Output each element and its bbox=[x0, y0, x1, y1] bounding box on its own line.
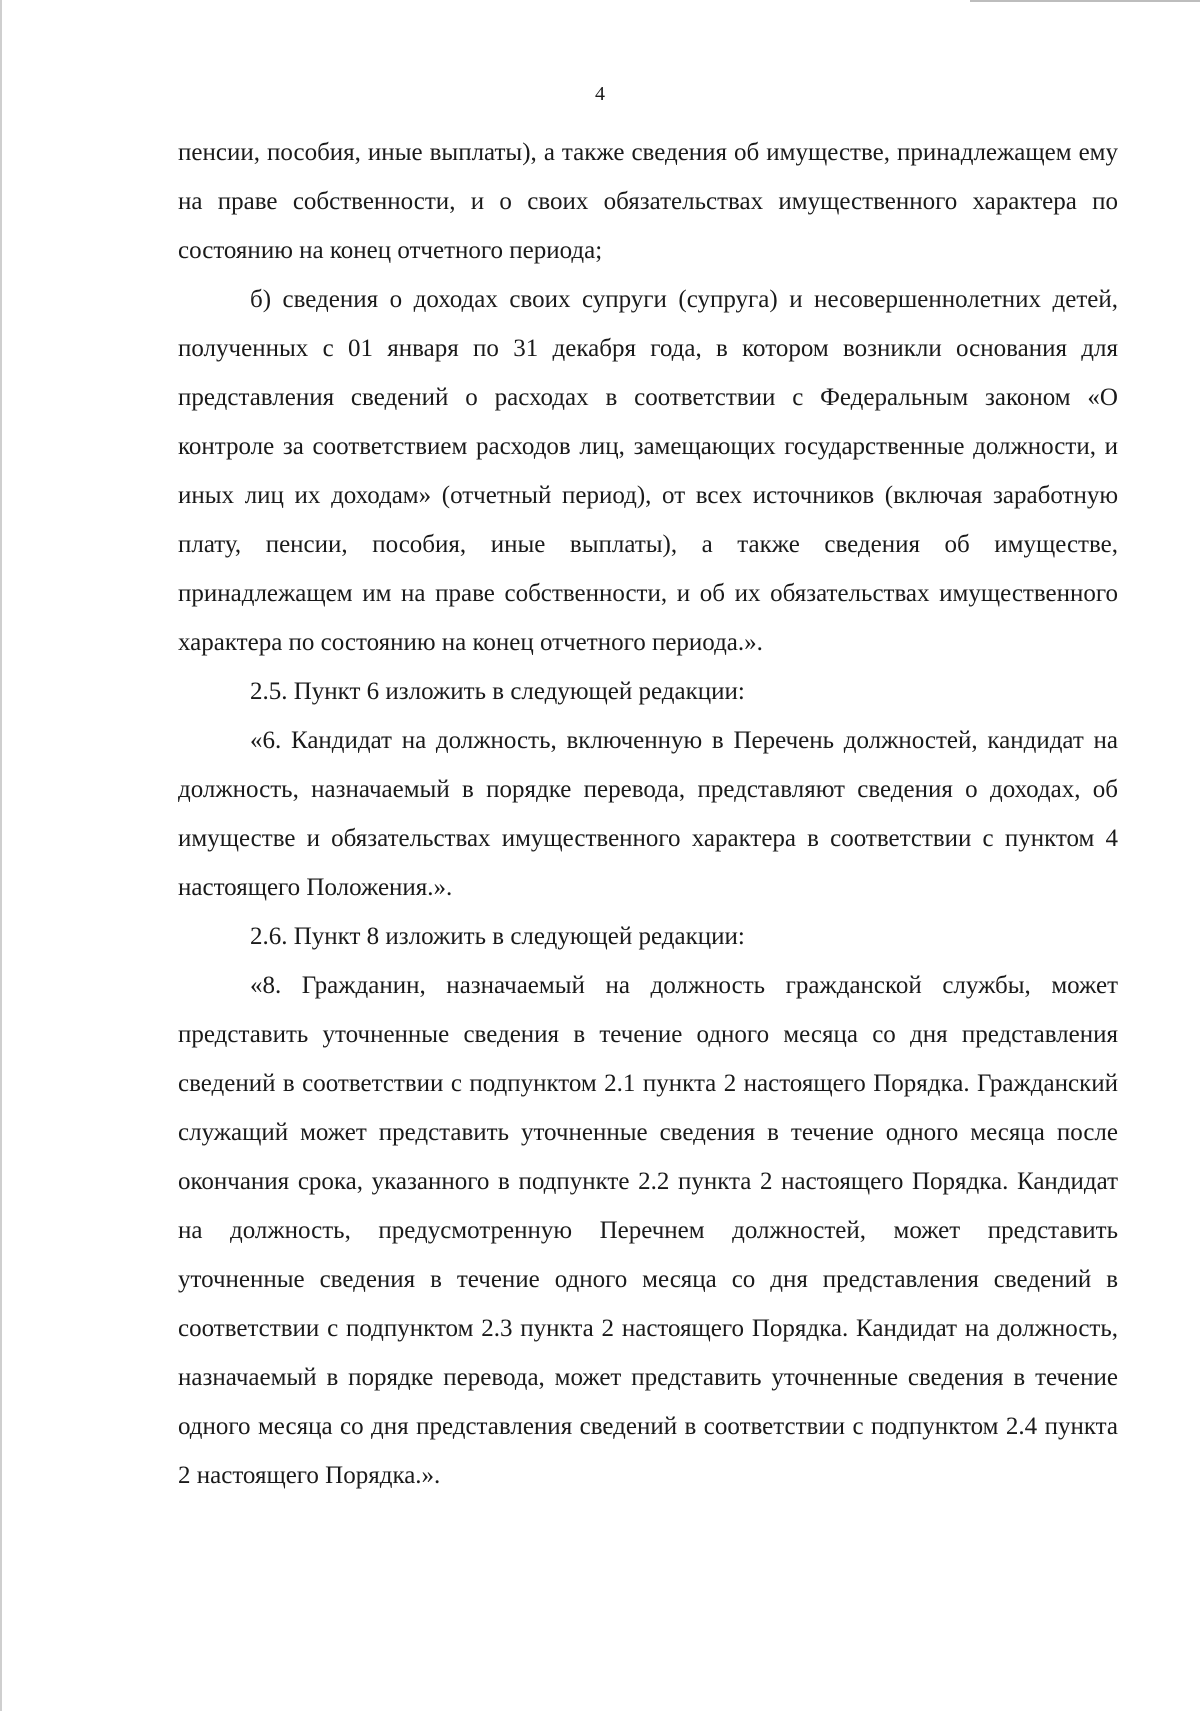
paragraph-continuation: пенсии, пособия, иные выплаты), а также сведения об имуществе, принадлежащем ему на праве собственности, и о своих обязательствах имущественного характера по состоянию на конец отчетного периода; bbox=[178, 139, 1118, 264]
document-body bbox=[178, 128, 1118, 1500]
paragraph-point-8: «8. Гражданин, назначаемый на должность гражданской службы, может представить уточненные сведения в течение одного месяца со дня представления сведений в соответствии с подпунктом 2.1 пункта 2 настоящего Порядка. Гражданский служащий может представить уточненные сведения в течение одного месяца после окончания срока, указанного в подпункте 2.2 пункта 2 настоящего Порядка. Кандидат на должность, предусмотренную Перечнем должностей, может представить уточненные сведения в течение одного месяца со дня представления сведений в соответствии с подпунктом 2.3 пункта 2 настоящего Порядка. Кандидат на должность, назначаемый в порядке перевода, может представить уточненные сведения в течение одного месяца со дня представления сведений в соответствии с подпунктом 2.4 пункта 2 настоящего Порядка.». bbox=[178, 972, 1118, 1489]
scan-edge-left bbox=[0, 0, 2, 1711]
paragraph-item-2-6: 2.6. Пункт 8 изложить в следующей редакции: bbox=[250, 923, 745, 950]
paragraph-point-6: «6. Кандидат на должность, включенную в Перечень должностей, кандидат на должность, назначаемый в порядке перевода, представляют сведения о доходах, об имуществе и обязательствах имущественного характера в соответствии с пунктом 4 настоящего Положения.». bbox=[178, 727, 1118, 901]
paragraph-item-2-5: 2.5. Пункт 6 изложить в следующей редакции: bbox=[250, 678, 745, 705]
scan-edge-top bbox=[970, 0, 1200, 2]
paragraph-subitem-b: б) сведения о доходах своих супруги (супруга) и несовершеннолетних детей, полученных с 01 января по 31 декабря года, в котором возникли основания для представления сведений о расходах в соответствии с Федеральным законом «О контроле за соответствием расходов лиц, замещающих государственные должности, и иных лиц их доходам» (отчетный период), от всех источников (включая заработную плату, пенсии, пособия, иные выплаты), а также сведения об имуществе, принадлежащем им на праве собственности, и об их обязательствах имущественного характера по состоянию на конец отчетного периода.». bbox=[178, 286, 1118, 656]
page-number: 4 bbox=[595, 83, 605, 105]
